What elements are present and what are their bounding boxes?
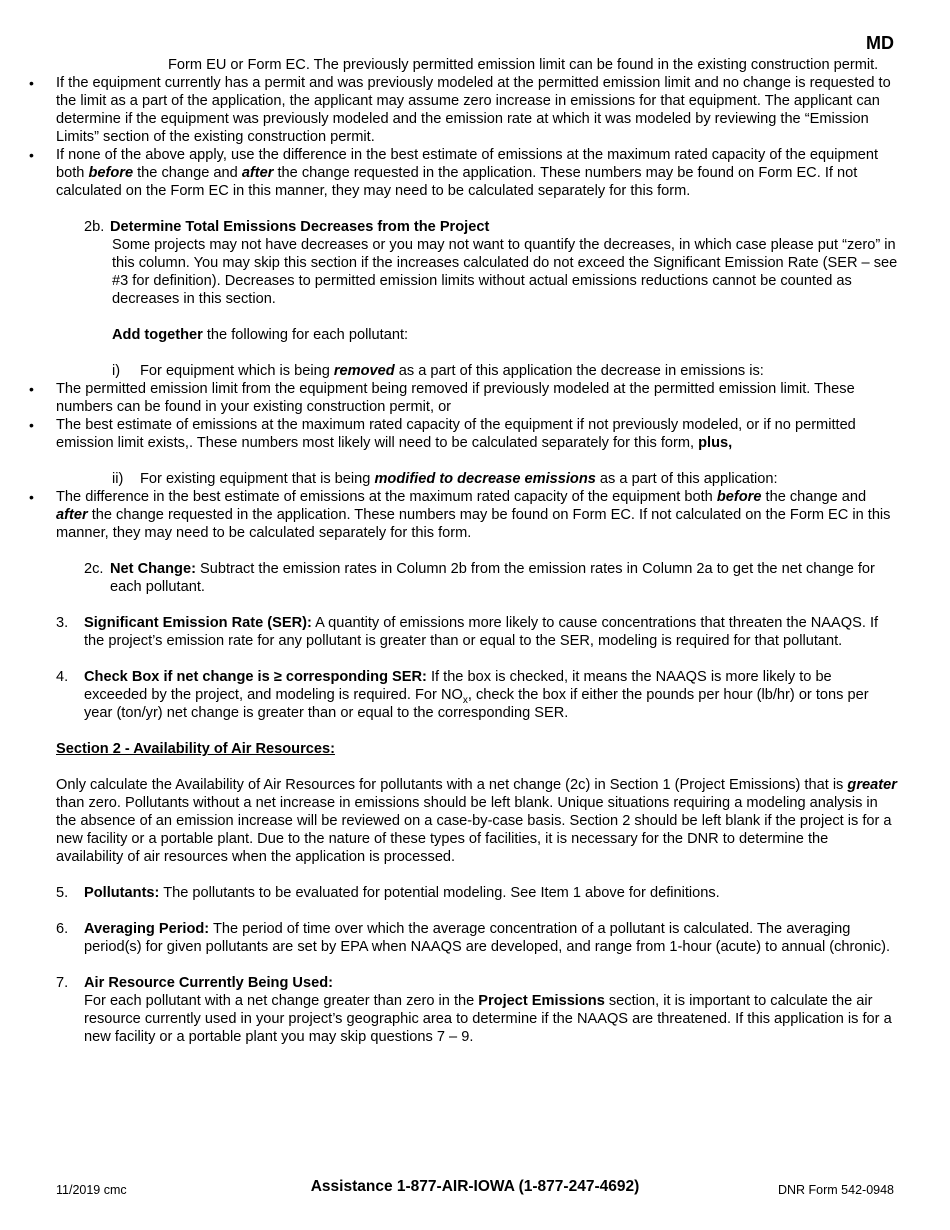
list-item: • The best estimate of emissions at the maximum rated capacity of the equipment if not previously modeled, or if no permitted emission limit exists,. These numbers most likely will need to be calculated separately for this form, plus, [56, 416, 898, 452]
add-together-line: Add together the following for each pollutant: [112, 327, 409, 343]
item-5-pollutants: 5. Pollutants: The pollutants to be evaluated for potential modeling. See Item 1 above for definitions. [56, 885, 720, 901]
list-item: • The permitted emission limit from the equipment being removed if previously modeled at the permitted emission limit. These numbers can be found in your existing construction permit, or [56, 380, 898, 416]
list-item: • If the equipment currently has a permit and was previously modeled at the permitted emission limit and no change is requested to the limit as a part of the application, the applicant may assume zero increase in emissions for that equipment. The applicant can determine if the equipment was previously modeled and the emission rate at which it was modeled by reviewing the “Emission Limits” section of the existing construction permit. [56, 74, 898, 146]
document-body [56, 56, 898, 1046]
section-2b-body: Some projects may not have decreases or you may not want to quantify the decreases, in which case please put “zero” in this column. You may skip this section if the increases calculated do not exceed the Significant Emission Rate (SER – see #3 for definition). Decreases to permitted emission limits without actual emissions reductions cannot be counted as decreases in this section. [112, 237, 898, 307]
page-footer [56, 1178, 894, 1198]
item-4-check-box: 4. Check Box if net change is ≥ corresponding SER: If the box is checked, it means the NAAQS is more likely to be exceeded by the project, and modeling is required. For $NO_x$, check the box if either the pounds per hour (lb/hr) or tons per year (ton/yr) net change is greater than or equal to the corresponding SER. [56, 669, 869, 721]
form-section-code: MD [866, 33, 894, 53]
roman-item-i: i) For equipment which is being removed as a part of this application the decrease in emissions is: [112, 363, 764, 379]
item-6-averaging-period: 6. Averaging Period: The period of time over which the average concentration of a pollutant is calculated. The averaging period(s) for given pollutants are set by EPA when NAAQS are developed, and range from 1-hour (acute) to annual (chronic). [56, 921, 891, 955]
section-2b-heading: 2b. Determine Total Emissions Decreases from the Project [84, 219, 490, 235]
footer-assistance-phone: Assistance 1-877-AIR-IOWA (1-877-247-4692) [310, 1178, 640, 1195]
item-3-ser: 3. Significant Emission Rate (SER): A quantity of emissions more likely to cause concentrations that threaten the NAAQS. If the project’s emission rate for any pollutant is greater than or equal to the SER, modeling is required for that pollutant. [56, 615, 879, 649]
removed-equipment-bullets [56, 380, 898, 452]
list-item: • The difference in the best estimate of emissions at the maximum rated capacity of the equipment both before the change and after the change requested in the application. These numbers may be found on Form EC. If not calculated on the Form EC in this manner, they may need to be calculated separately for this form. [56, 488, 898, 542]
intro-continuation: Form EU or Form EC. The previously permitted emission limit can be found in the existing construction permit. [168, 57, 879, 73]
section-2c-net-change: 2c. Net Change: Subtract the emission rates in Column 2b from the emission rates in Column 2a to get the net change for each pollutant. [84, 561, 875, 595]
item-7-air-resource: 7. Air Resource Currently Being Used: For each pollutant with a net change greater than zero in the Project Emissions section, it is important to calculate the air resource currently used in your project’s geographic area to determine if the NAAQS are threatened. If this application is for a new facility or a portable plant you may skip questions 7 – 9. [56, 975, 892, 1045]
footer-revision-date: 11/2019 cmc [56, 1183, 127, 1197]
modified-equipment-bullets [56, 488, 898, 542]
section-2-paragraph: Only calculate the Availability of Air Resources for pollutants with a net change (2c) in Section 1 (Project Emissions) that is greater than zero. Pollutants without a net increase in emissions should be left blank. Unique situations requiring a modeling analysis in the absence of an emission increase will be reviewed on a case-by-case basis. Section 2 should be left blank if the project is for a new facility or a portable plant. Due to the nature of these types of facilities, it is necessary for the DNR to determine the availability of air resources when the application is processed. [56, 777, 897, 865]
roman-item-ii: ii) For existing equipment that is being modified to decrease emissions as a part of this application: [112, 471, 778, 487]
footer-form-number: DNR Form 542-0948 [777, 1183, 894, 1197]
intro-bullet-list [56, 74, 898, 200]
list-item: • If none of the above apply, use the difference in the best estimate of emissions at the maximum rated capacity of the equipment both before the change and after the change requested in the application. These numbers may be found on Form EC. If not calculated on the Form EC in this manner, they may need to be calculated separately for this form. [56, 146, 898, 200]
section-2-heading: Section 2 - Availability of Air Resources: [56, 741, 335, 757]
